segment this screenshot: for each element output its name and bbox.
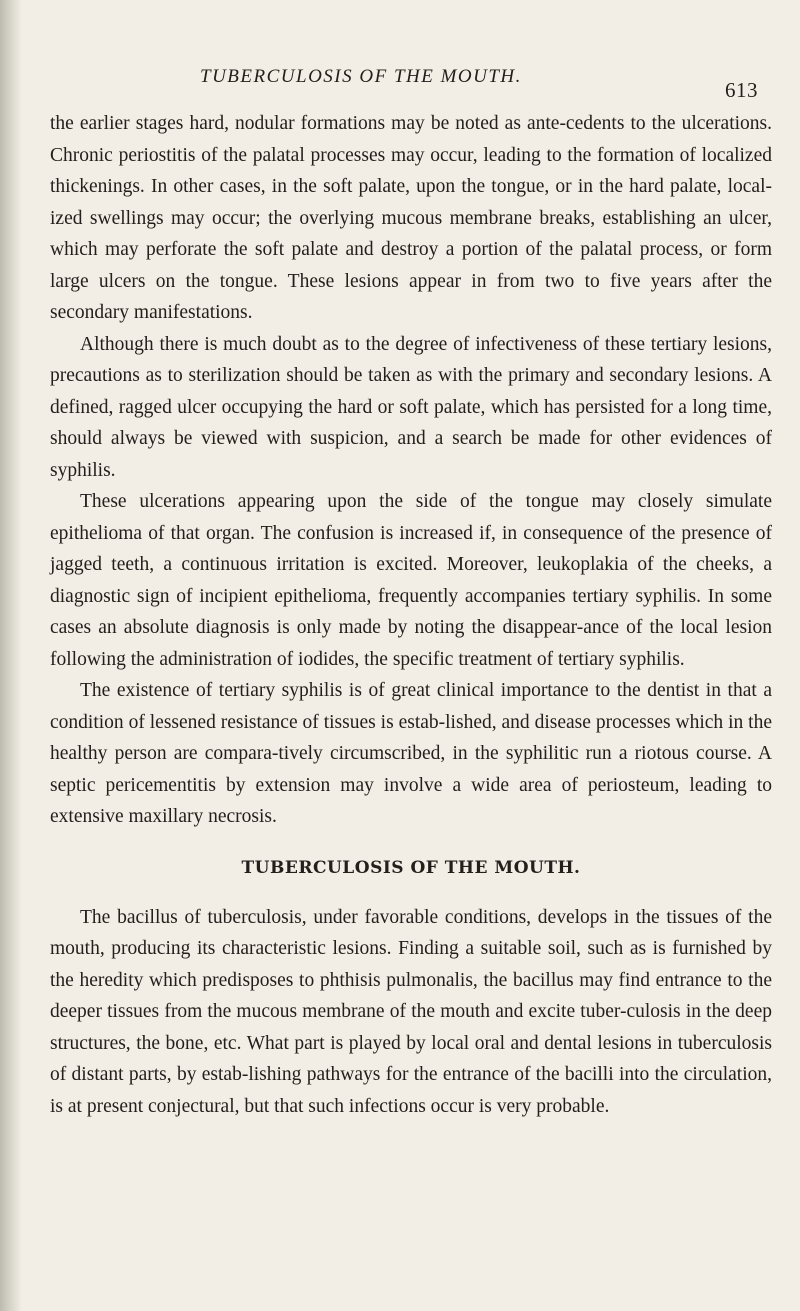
paragraph-clinical-importance: The existence of tertiary syphilis is of great clinical importance to the dentist in that a condition of lessened resistance of tissues is estab-lished, and disease processes which in the healthy person are compara-tively circumscribed, in the syphilitic run a riotous course. A septic pericementitis by extension may involve a wide area of periosteum, leading to extensive maxillary necrosis.	[50, 680, 772, 827]
running-head: TUBERCULOSIS OF THE MOUTH.	[200, 66, 522, 87]
section-title: TUBERCULOSIS OF THE MOUTH.	[241, 857, 581, 878]
page-header	[50, 60, 772, 108]
paragraph-sterilization: Although there is much doubt as to the degree of infectiveness of these tertiary lesions, precautions as to sterilization should be taken as with the primary and secondary lesions. A defined, ragged ulcer occupying the hard or soft palate, which has persisted for a long time, should always be viewed with suspicion, and a search be made for other evidences of syphilis.	[50, 333, 772, 481]
book-page	[50, 60, 772, 1122]
paragraph-continuation: the earlier stages hard, nodular formations may be noted as ante-cedents to the ulcerations. Chronic periostitis of the palatal processes may occur, leading to the formation of localized thickenings. In other cases, in the soft palate, upon the tongue, or in the hard palate, local-ized swellings may occur; the overlying mucous membrane breaks, establishing an ulcer, which may perforate the soft palate and destroy a portion of the palatal process, or form large ulcers on the tongue. These lesions appear in from two to five years after the secondary manifestations.	[50, 113, 772, 323]
page-number: 613	[725, 78, 758, 102]
paragraph-tuberculosis: The bacillus of tuberculosis, under favorable conditions, develops in the tissues of the mouth, producing its characteristic lesions. Finding a suitable soil, such as is furnished by the heredity which predisposes to phthisis pulmonalis, the bacillus may find entrance to the deeper tissues from the mucous membrane of the mouth and excite tuber-culosis in the deep structures, the bone, etc. What part is played by local oral and dental lesions in tuberculosis of distant parts, by estab-lishing pathways for the entrance of the bacilli into the circulation, is at present conjectural, but that such infections occur is very probable.	[50, 906, 772, 1117]
paragraph-epithelioma: These ulcerations appearing upon the side of the tongue may closely simulate epithelioma of that organ. The confusion is increased if, in consequence of the presence of jagged teeth, a continuous irritation is excited. Moreover, leukoplakia of the cheeks, a diagnostic sign of incipient epithelioma, frequently accompanies tertiary syphilis. In some cases an absolute diagnosis is only made by noting the disappear-ance of the local lesion following the administration of iodides, the specific treatment of tertiary syphilis.	[50, 491, 772, 670]
page-binding-shadow	[0, 0, 22, 1311]
